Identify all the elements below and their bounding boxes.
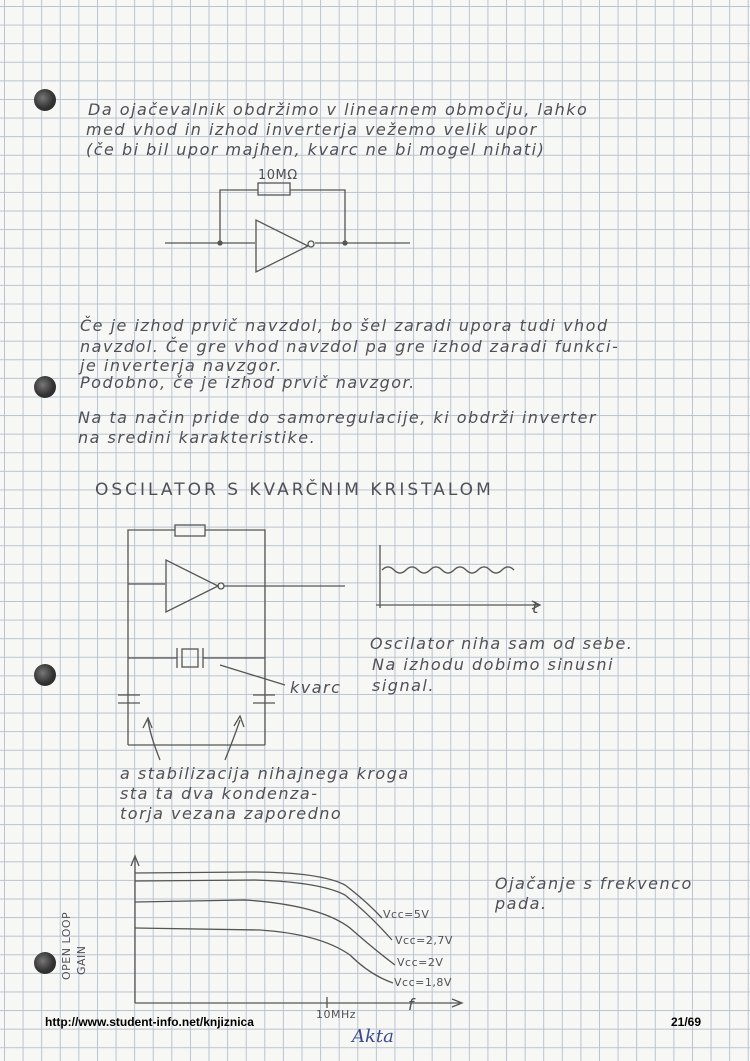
curve-label: Vcc=2V: [397, 956, 444, 969]
text-line: Podobno, če je izhod prvič navzgor.: [80, 373, 416, 392]
text-line: sta ta dva kondenza-: [120, 784, 319, 803]
text-line: Če je izhod prvič navzdol, bo šel zaradi upora tudi vhod: [80, 316, 609, 335]
time-axis-label: t: [532, 598, 540, 617]
graph-ylabel: OPEN LOOP: [60, 911, 73, 980]
graph-ylabel: GAIN: [75, 945, 88, 975]
text-line: Na ta način pride do samoregulacije, ki obdrži inverter: [78, 408, 597, 427]
crystal-oscillator-circuit: [118, 525, 345, 760]
text-line: je inverterja navzgor.: [80, 356, 283, 375]
text-line: (če bi bil upor majhen, kvarc ne bi mogel nihati): [86, 140, 546, 159]
inverter-feedback-circuit: [165, 183, 410, 272]
text-line: Da ojačevalnik obdržimo v linearnem območju, lahko: [88, 100, 589, 119]
graph-x-tick: 10MHz: [316, 1008, 357, 1021]
footer-url[interactable]: http://www.student-info.net/knjiznica: [45, 1015, 254, 1029]
section-heading: OSCILATOR S KVARČNIM KRISTALOM: [95, 480, 494, 500]
text-line: Oscilator niha sam od sebe.: [370, 634, 634, 653]
text-line: med vhod in izhod inverterja vežemo velik upor: [86, 120, 538, 139]
curve-label: Vcc=2,7V: [395, 934, 453, 947]
text-line: navzdol. Če gre vhod navzdol pa gre izhod zaradi funkci-: [80, 337, 620, 356]
text-line: Na izhodu dobimo sinusni: [372, 655, 615, 674]
text-line: Ojačanje s frekvenco: [495, 874, 693, 893]
curve-label: Vcc=5V: [383, 908, 430, 921]
crystal-label: kvarc: [290, 678, 342, 697]
graph-xlabel: f: [408, 995, 416, 1014]
text-line: signal.: [372, 676, 435, 695]
text-line: a stabilizacija nihajnega kroga: [120, 764, 410, 783]
text-line: torja vezana zaporedno: [120, 804, 343, 823]
text-line: pada.: [495, 894, 548, 913]
curve-vcc-1-8v: [135, 928, 393, 983]
page-number: 21/69: [671, 1015, 702, 1029]
notebook-logo: Akta: [352, 1026, 394, 1047]
text-line: na sredini karakteristike.: [78, 428, 317, 447]
curve-label: Vcc=1,8V: [394, 976, 452, 989]
gain-graph: [131, 856, 462, 1008]
resistor-label: 10MΩ: [258, 168, 298, 183]
curve-vcc-2v: [135, 900, 395, 965]
sine-waveform: [376, 545, 540, 609]
